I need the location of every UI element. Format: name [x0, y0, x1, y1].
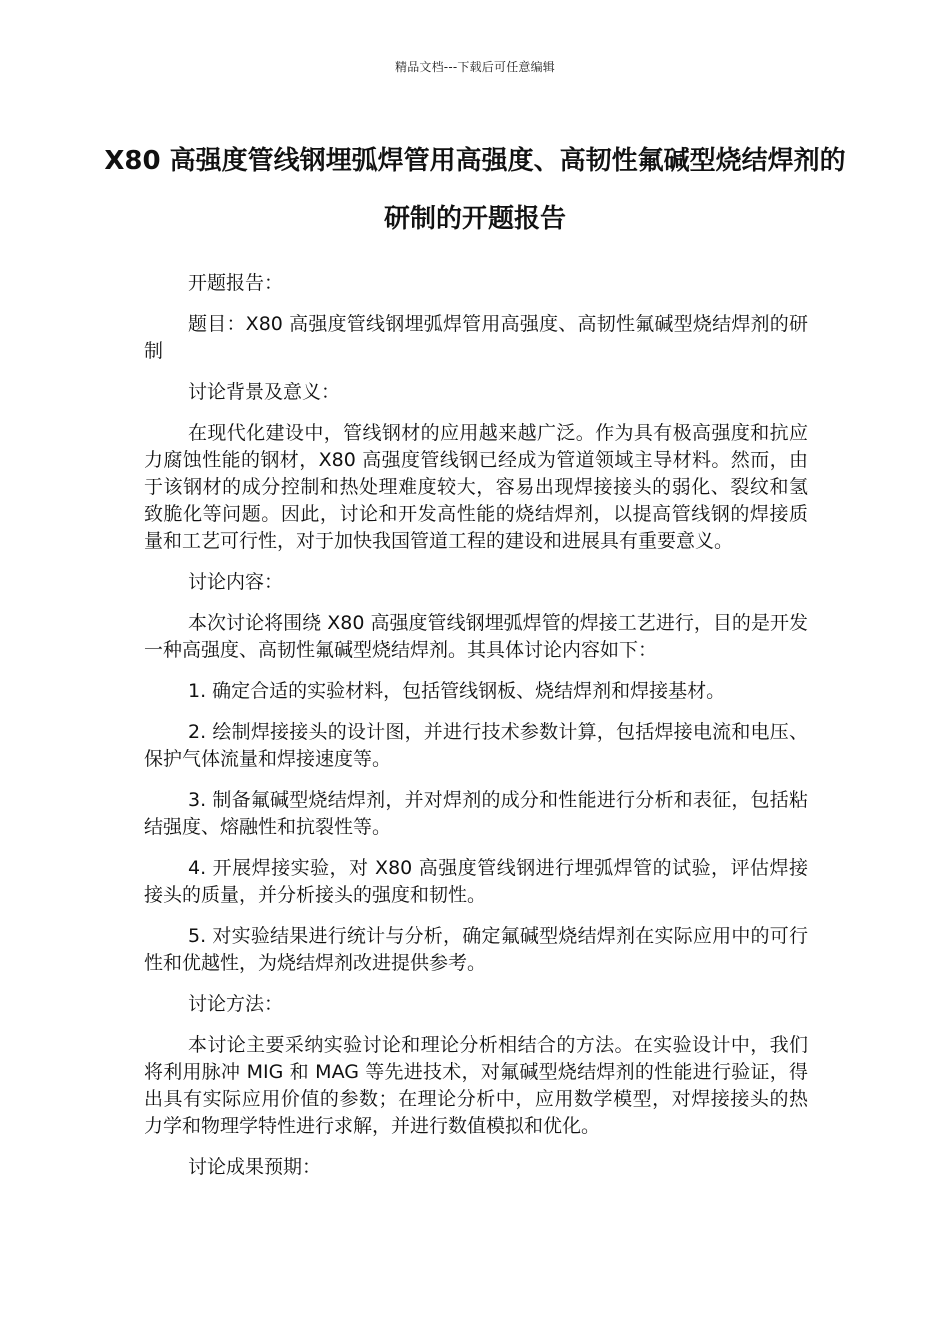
section-heading-method: 讨论方法：: [188, 993, 284, 1015]
paragraph-background: 在现代化建设中，管线钢材的应用越来越广泛。作为具有极高强度和抗应力腐蚀性能的钢材，X80 高强度管线钢已经成为管道领域主导材料。然而，由于该钢材的成分控制和热处理难度较大，容易出现焊接接头的弱化、裂纹和氢致脆化等问题。因此，讨论和开发高性能的烧结焊剂，以提高管线钢的焊接质量和工艺可行性，对于加快我国管道工程的建设和进展具有重要意义。: [144, 422, 808, 552]
paragraph-content-intro: 本次讨论将围绕 X80 高强度管线钢埋弧焊管的焊接工艺进行，目的是开发一种高强度、高韧性氟碱型烧结焊剂。其具体讨论内容如下：: [144, 612, 808, 661]
section-heading-report: 开题报告：: [188, 272, 284, 294]
list-item: 3. 制备氟碱型烧结焊剂，并对焊剂的成分和性能进行分析和表征，包括粘结强度、熔融性和抗裂性等。: [144, 789, 808, 838]
list-item: 4. 开展焊接实验，对 X80 高强度管线钢进行埋弧焊管的试验，评估焊接接头的质量，并分析接头的强度和韧性。: [144, 857, 808, 906]
list-item: 5. 对实验结果进行统计与分析，确定氟碱型烧结焊剂在实际应用中的可行性和优越性，为烧结焊剂改进提供参考。: [144, 925, 808, 974]
section-heading-expected-results: 讨论成果预期：: [188, 1156, 322, 1178]
list-item: 1. 确定合适的实验材料，包括管线钢板、烧结焊剂和焊接基材。: [188, 680, 726, 702]
section-heading-background: 讨论背景及意义：: [188, 381, 341, 403]
list-item: 2. 绘制焊接接头的设计图，并进行技术参数计算，包括焊接电流和电压、保护气体流量和焊接速度等。: [144, 721, 808, 770]
paragraph-method: 本讨论主要采纳实验讨论和理论分析相结合的方法。在实验设计中，我们将利用脉冲 MIG 和 MAG 等先进技术，对氟碱型烧结焊剂的性能进行验证，得出具有实际应用价值的参数；在理论分析中，应用数学模型，对焊接接头的热力学和物理学特性进行求解，并进行数值模拟和优化。: [144, 1034, 808, 1137]
document-body: [144, 270, 808, 1195]
header-note: 精品文档---下载后可任意编辑: [395, 60, 555, 74]
document-title: X80 高强度管线钢埋弧焊管用高强度、高韧性氟碱型烧结焊剂的研制的开题报告: [104, 146, 846, 234]
paragraph-topic: 题目：X80 高强度管线钢埋弧焊管用高强度、高韧性氟碱型烧结焊剂的研制: [144, 313, 808, 362]
section-heading-content: 讨论内容：: [188, 571, 284, 593]
